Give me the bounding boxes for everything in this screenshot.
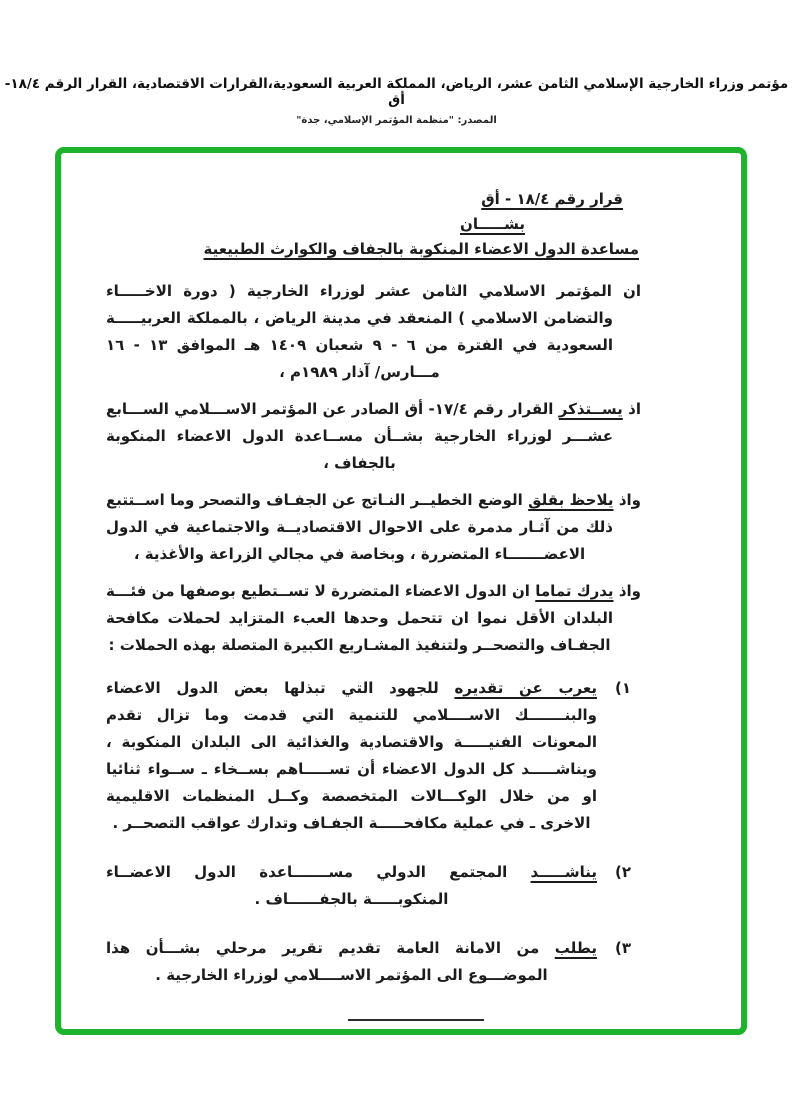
item-keyword: يطلب [554,939,597,957]
item-keyword: يناشـــــد [530,863,597,881]
paragraph-keyword: يدرك تماما [535,582,614,600]
item-paragraph [106,859,597,913]
paragraph-text: واذ [613,491,641,509]
paragraph-keyword: يســتذكر [558,400,623,418]
item-number: ١) [614,679,631,697]
resolution-subject-line: مساعدة الدول الاعضاء المنكوبة بالجفاف والكوارث الطبيعية [203,240,639,258]
operative-item-3 [106,935,631,989]
item-keyword: يعرب عن تقديره [454,679,598,697]
item-paragraph [106,935,597,989]
green-highlight-frame [55,147,747,1035]
resolution-concerning-line: بشـــــان [460,215,525,233]
resolution-title [106,187,641,262]
paragraph-text: ان الدول الاعضاء المتضررة لا تســتطيع بوصفها من فئـــة البلدان الأقل نموا ان تتحمل وحدها العبء المتزايد لحملات مكافحة الجفـاف والتصحــر ولتنفيذ المشـاريع الكبيرة المتصلة بهذه الحملات : [106,582,613,654]
paragraph-keyword: يلاحظ بقلق [528,491,614,509]
item-text: للجهود التي تبذلها بعض الدول الاعضاء والبنـــــــك الاســــلامي للتنمية التي قدمت وما تزال تقدم المعونات الفنيـــــة والاقتصادية والغذائية الى البلدان المنكوبة ، ويناشـــــد كل الدول الاعضاء أن تســـــاهم بســخاء ـ ســواء ثنائيا او من خلال الوكـــالات المتخصصة وكــل المنظمات الاقليمية الاخرى ـ في عملية مكافحـــــة الجفـاف وتدارك عواقب التصحــر . [106,679,597,832]
operative-item-1 [106,675,631,837]
item-text: من الامانة العامة تقديم تقرير مرحلي بشـــأن هذا الموضـــوع الى المؤتمر الاســــلامي لوزراء الخارجية . [106,939,555,984]
preamble-paragraph [106,487,641,568]
preamble-paragraph [106,396,641,477]
operative-items [106,675,631,989]
resolution-number-line: قرار رقم ١٨/٤ - أق [481,190,623,208]
item-number: ٣) [614,939,631,957]
paragraph-text: اذ [622,400,641,418]
header-source-line: مؤتمر وزراء الخارجية الإسلامي الثامن عشر، الرياض، المملكة العربية السعودية،القرارات الاقتصادية، القرار الرقم ١٨/٤-أق [4,76,789,108]
scanned-resolution-page [61,153,741,1029]
paragraph-text: واذ [613,582,641,600]
header-publisher-line: المصدر: "منظمة المؤتمر الإسلامي، جدة" [296,115,497,126]
paragraph-text: الوضع الخطيــر النـاتج عن الجفـاف والتصحر وما اســتتبع ذلك من آثـار مدمرة على الاحوال الاقتصاديــة والاجتماعية في الدول الاعضـــــــاء المتضررة ، وبخاصة في مجالي الزراعة والأغذية ، [106,491,613,563]
paragraph-text: القرار رقم ١٧/٤- أق الصادر عن المؤتمر الاســـلامي الســـابع عشـــر لوزراء الخارجية بشــأن مســاعدة الدول الاعضاء المنكوبة بالجفاف ، [106,400,613,472]
item-number: ٢) [614,863,631,881]
item-text: المجتمع الدولي مســـــــاعدة الدول الاعضــاء المنكوبـــــة بالجفــــــاف . [106,863,531,908]
document-header [0,76,793,126]
paragraph-text: ان المؤتمر الاسلامي الثامن عشر لوزراء الخارجية ( دورة الاخـــــاء والتضامن الاسلامي ) المنعقد في مدينة الرياض ، بالمملكة العربيـــــة السعودية في الفترة من ٦ - ٩ شعبان ١٤٠٩ هـ الموافق ١٣ - ١٦ مـــارس/ آذار ١٩٨٩م ، [106,282,641,381]
preamble-paragraph [106,278,641,386]
item-paragraph [106,675,597,837]
operative-item-2 [106,859,631,913]
preamble-paragraph [106,578,641,659]
end-of-document-rule [348,1019,484,1021]
